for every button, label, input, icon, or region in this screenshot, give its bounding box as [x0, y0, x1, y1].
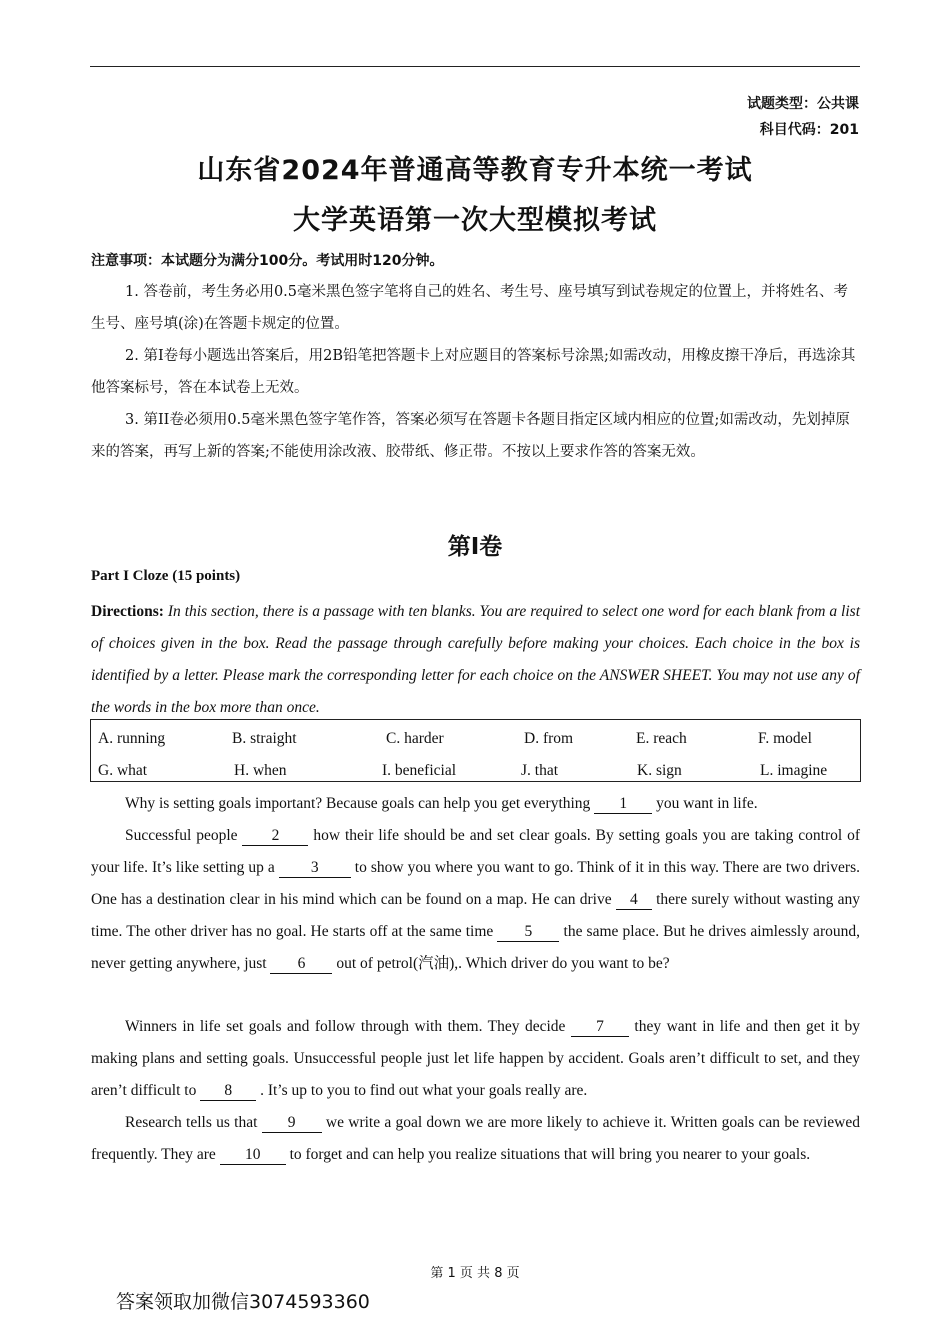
passage-paragraph-3: [91, 1011, 860, 1107]
word-option: H. when: [234, 762, 287, 779]
passage-paragraph-1: [91, 788, 860, 820]
passage-text: out of petrol(汽油),. Which driver do you want to be?: [332, 955, 670, 972]
word-option: L. imagine: [760, 762, 828, 779]
passage-text: Research tells us that: [125, 1114, 262, 1131]
blank-2[interactable]: 2: [242, 827, 308, 846]
word-option: D. from: [524, 730, 574, 747]
passage-text: the same place. But he drives aimlessly around, never getting anywhere, just: [91, 923, 860, 972]
passage-paragraph-2: [91, 820, 860, 980]
word-option: J. that: [521, 762, 559, 779]
blank-5[interactable]: 5: [497, 923, 559, 942]
passage-text: . It’s up to you to find out what your goals really are.: [256, 1082, 588, 1099]
passage-text: Successful people: [125, 827, 243, 844]
notice-item-1: 1. 答卷前，考生务必用0.5毫米黑色签字笔将自己的姓名、考生号、座号填写到试卷规定的位置上，并将姓名、考生号、座号填(涂)在答题卡规定的位置。: [91, 284, 848, 332]
word-option: A. running: [98, 730, 166, 747]
notice-item-3: 3. 第II卷必须用0.5毫米黑色签字笔作答，答案必须写在答题卡各题目指定区域内相应的位置;如需改动，先划掉原来的答案，再写上新的答案;不能使用涂改液、胶带纸、修正带。不按以上要求作答的答案无效。: [91, 412, 850, 460]
blank-9[interactable]: 9: [262, 1114, 322, 1133]
question-type-label: 试题类型：公共课: [747, 96, 859, 112]
passage-text: they want in life and then get it by making plans and setting goals. Unsuccessful people just let life happen by accident. Goals aren’t difficult to set, and they aren’t difficult to: [91, 1018, 860, 1099]
passage-text: Why is setting goals important? Because goals can help you get everything: [125, 795, 595, 812]
word-option: F. model: [758, 730, 812, 747]
blank-3[interactable]: 3: [279, 859, 351, 878]
contact-watermark: 答案领取加微信3074593360: [116, 1291, 370, 1313]
notice-heading: 注意事项：本试题分为满分100分。考试用时120分钟。: [91, 253, 444, 269]
exam-subtitle: 大学英语第一次大型模拟考试: [293, 205, 657, 236]
word-option: G. what: [98, 762, 148, 779]
passage-text: you want in life.: [652, 795, 758, 812]
passage-text: Winners in life set goals and follow through with them. They decide: [125, 1018, 571, 1035]
passage-text: how their life should be and set clear goals. By setting goals you are taking control of your life. It’s like setting up a: [91, 827, 860, 876]
blank-6[interactable]: 6: [270, 955, 332, 974]
passage-text: to show you where you want to go. Think of it in this way. There are two drivers. One has a destination clear in his mind which can be found on a map. He can drive: [91, 859, 860, 908]
word-option: K. sign: [637, 762, 682, 779]
word-option: B. straight: [232, 730, 297, 747]
blank-1[interactable]: 1: [594, 795, 652, 814]
blank-7[interactable]: 7: [571, 1018, 629, 1037]
passage-text: to forget and can help you realize situations that will bring you nearer to your goals.: [285, 1146, 811, 1163]
part-title: Part I Cloze (15 points): [91, 568, 241, 584]
word-option: I. beneficial: [382, 762, 457, 779]
passage-text: we write a goal down we are more likely to achieve it. Written goals can be reviewed frequently. They are: [91, 1114, 860, 1163]
directions-label: Directions:: [91, 603, 164, 620]
directions-text: In this section, there is a passage with ten blanks. You are required to select one word for each blank from a list of choices given in the box. Read the passage through carefully before making your choices. Each choice in the box is identified by a letter. Please mark the corresponding letter for each choice on the ANSWER SHEET. You may not use any of the words in the box more than once.: [91, 603, 860, 716]
header-rule: [90, 66, 860, 67]
passage-paragraph-4: [91, 1107, 860, 1171]
blank-4[interactable]: 4: [616, 891, 652, 910]
passage-text: there surely without wasting any time. The other driver has no goal. He starts off at the same time: [91, 891, 860, 940]
word-option: E. reach: [636, 730, 687, 747]
blank-10[interactable]: 10: [220, 1146, 286, 1165]
blank-8[interactable]: 8: [200, 1082, 256, 1101]
exam-title: 山东省2024年普通高等教育专升本统一考试: [197, 155, 753, 186]
word-bank-box: [90, 719, 861, 782]
word-option: C. harder: [386, 730, 444, 747]
directions: [91, 596, 860, 724]
page-number: 第 1 页 共 8 页: [430, 1266, 520, 1281]
subject-code-label: 科目代码：201: [759, 122, 859, 138]
notice-item-2: 2. 第I卷每小题选出答案后，用2B铅笔把答题卡上对应题目的答案标号涂黑;如需改动，用橡皮擦干净后，再选涂其他答案标号，答在本试卷上无效。: [91, 348, 856, 396]
volume-title: 第I卷: [447, 534, 503, 560]
